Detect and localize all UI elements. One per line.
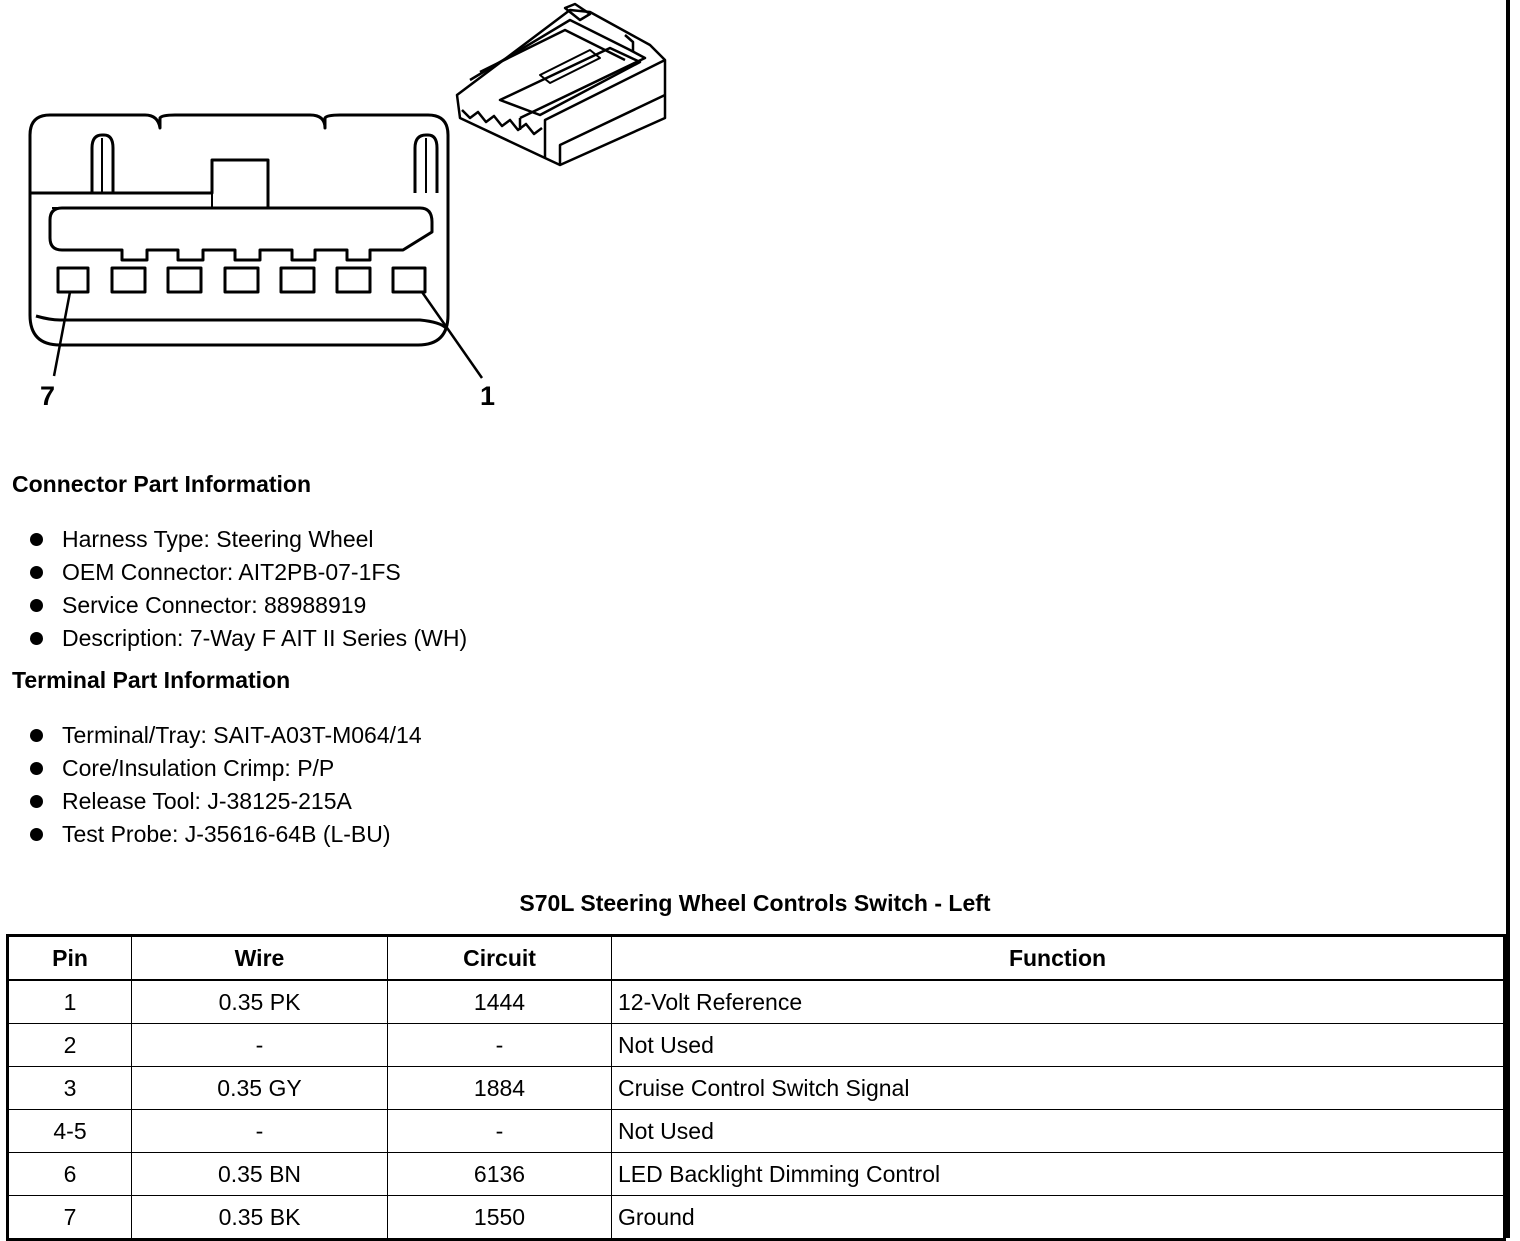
table-row [8,1153,1505,1196]
list-item-text: OEM Connector: AIT2PB-07-1FS [62,559,401,585]
column-header-wire: Wire [132,936,388,981]
wire-cell: - [132,1024,388,1067]
function-cell: Cruise Control Switch Signal [612,1067,1505,1110]
pin-cell: 2 [8,1024,132,1067]
circuit-cell: 1884 [388,1067,612,1110]
page-right-border [1506,0,1510,1238]
list-item [30,556,467,589]
function-cell: Ground [612,1196,1505,1240]
table-row [8,1024,1505,1067]
circuit-cell: 1550 [388,1196,612,1240]
function-cell: Not Used [612,1110,1505,1153]
circuit-cell: - [388,1110,612,1153]
list-item [30,818,422,851]
list-item-text: Harness Type: Steering Wheel [62,526,374,552]
pin-cell: 1 [8,980,132,1024]
list-item [30,719,422,752]
circuit-cell: - [388,1024,612,1067]
pin-cell: 4-5 [8,1110,132,1153]
column-header-pin: Pin [8,936,132,981]
column-header-circuit: Circuit [388,936,612,981]
table-title: S70L Steering Wheel Controls Switch - Left [519,890,991,916]
connector-face-drawing [0,0,700,430]
function-cell: Not Used [612,1024,1505,1067]
wire-cell: - [132,1110,388,1153]
function-cell: LED Backlight Dimming Control [612,1153,1505,1196]
wire-cell: 0.35 GY [132,1067,388,1110]
bullet-icon [30,566,43,579]
list-item-text: Service Connector: 88988919 [62,592,367,618]
list-item [30,589,467,622]
pin-cell: 7 [8,1196,132,1240]
wire-cell: 0.35 PK [132,980,388,1024]
pin-1-label: 1 [480,381,496,411]
bullet-icon [30,729,43,742]
pin-cell: 6 [8,1153,132,1196]
table-row [8,980,1505,1024]
table-row [8,1196,1505,1240]
wire-cell: 0.35 BK [132,1196,388,1240]
bullet-icon [30,795,43,808]
bullet-icon [30,828,43,841]
bullet-icon [30,533,43,546]
circuit-cell: 1444 [388,980,612,1024]
pinout-table [6,934,1506,1241]
column-header-function: Function [612,936,1505,981]
connector-3d-view [457,4,665,165]
list-item [30,752,422,785]
terminal-part-info-list [30,719,422,851]
table-row [8,1110,1505,1153]
list-item [30,622,467,655]
function-cell: 12-Volt Reference [612,980,1505,1024]
list-item [30,785,422,818]
wire-cell: 0.35 BN [132,1153,388,1196]
circuit-cell: 6136 [388,1153,612,1196]
pin-7-label: 7 [40,381,56,411]
pin-cell: 3 [8,1067,132,1110]
connector-part-info-title: Connector Part Information [12,471,312,497]
bullet-icon [30,762,43,775]
list-item-text: Terminal/Tray: SAIT-A03T-M064/14 [62,722,422,748]
connector-diagram [0,0,700,430]
bullet-icon [30,632,43,645]
list-item [30,523,467,556]
connector-part-info-list [30,523,467,655]
terminal-part-info-title: Terminal Part Information [12,667,291,693]
list-item-text: Core/Insulation Crimp: P/P [62,755,335,781]
table-row [8,1067,1505,1110]
table-header-row [8,936,1505,981]
list-item-text: Test Probe: J-35616-64B (L-BU) [62,821,391,847]
list-item-text: Release Tool: J-38125-215A [62,788,352,814]
bullet-icon [30,599,43,612]
list-item-text: Description: 7-Way F AIT II Series (WH) [62,625,468,651]
